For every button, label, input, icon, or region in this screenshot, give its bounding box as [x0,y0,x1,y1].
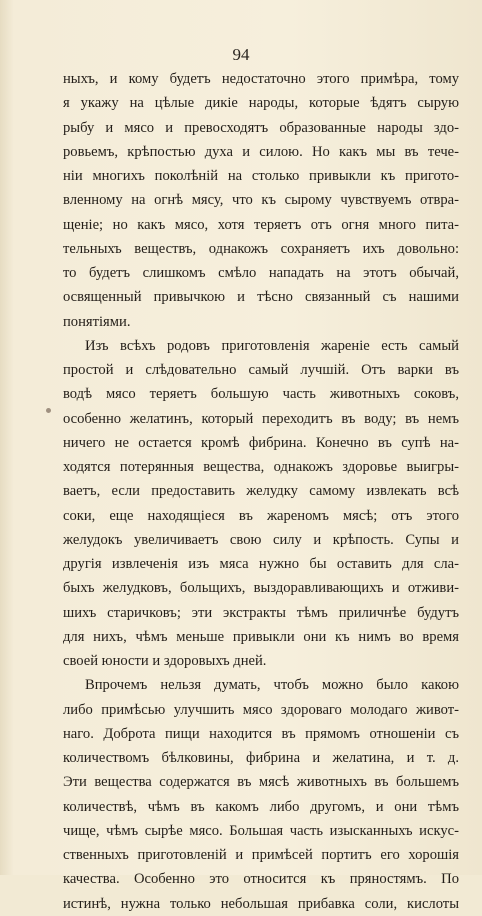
text-line: вленному на огнѣ мясу, что къ сырому чувствуемъ отвра- [63,192,459,209]
text-line: количествомъ бѣлковины, фибрина и желатина, и т. д. [63,750,459,766]
text-line: Эти вещества содержатся въ мясѣ животныхъ въ большемъ [63,774,459,791]
text-line: качества. Особенно это относится къ пряностямъ. По [63,871,459,888]
text-line: ничего не остается кромѣ фибрина. Конечно въ супѣ на- [63,434,459,451]
text-line: ныхъ, и кому будетъ недостаточно этого примѣра, тому [63,71,459,87]
text-line: щеніе; но какъ мясо, хотя теряетъ отъ огня много пита- [63,216,459,233]
text-line: водѣ мясо теряетъ большую часть животныхъ соковъ, [63,386,459,403]
text-line: ваетъ, если предоставить желудку самому извлекать всѣ [63,483,459,500]
text-line: ровьемъ, крѣпостью духа и силою. Но какъ мы въ тече- [63,143,459,160]
text-line: своей юности и здоровыхъ дней. [63,653,267,669]
text-line: другія извлеченія изъ мяса нужно бы оставить для сла- [63,556,459,572]
text-line: я укажу на цѣлые дикіе народы, которые ѣдятъ сырую [63,95,459,112]
text-line: понятіями. [63,313,131,330]
text-line: то будетъ слишкомъ смѣло нападать на этотъ обычай, [63,265,459,281]
text-line: количествѣ, чѣмъ въ какомъ либо другомъ, и они тѣмъ [63,798,459,815]
text-line: шихъ старичковъ; эти экстракты тѣмъ приличнѣе будутъ [63,604,459,621]
text-line: для нихъ, чѣмъ меньше привыкли они къ нимъ во время [63,628,459,645]
text-line: тельныхъ веществъ, однакожъ сохраняетъ ихъ довольно: [63,240,459,257]
text-line: быхъ желудковъ, больщихъ, выздоравливающихъ и отживи- [63,580,459,597]
text-line: истинѣ, нужна только небольшая прибавка соли, кислоты [63,895,459,912]
text-line: простой и слѣдовательно самый лучшій. Отъ варки въ [63,362,459,378]
text-line: рыбу и мясо и превосходятъ образованные народы здо- [63,119,459,136]
text-line: Изъ всѣхъ родовъ приготовленія жареніе есть самый [85,337,459,354]
page-number: 94 [232,45,250,64]
text-line: ходятся потерянныя вещества, однакожъ здоровье выигры- [63,459,459,475]
text-line: Впрочемъ нельзя думать, чтобъ можно было какою [85,677,459,694]
text-line: либо примѣсью улучшить мясо здороваго молодаго живот- [63,701,459,718]
margin-ink-mark [46,408,51,413]
text-line: наго. Доброта пищи находится въ прямомъ отношеніи съ [63,725,459,742]
text-line: ніи многихъ поколѣній на столько привыкли къ пригото- [63,168,459,184]
text-line: освященный привычкою и тѣсно связанный съ нашими [63,289,459,306]
text-line: особенно желатинъ, который переходитъ въ воду; въ немъ [63,410,459,427]
text-line: ственныхъ приготовленій и примѣсей портитъ его хорошія [63,847,459,863]
text-line: соки, еще находящіеся въ жареномъ мясѣ; отъ этого [63,507,459,524]
text-line: желудокъ увеличиваетъ свою силу и крѣпость. Супы и [63,531,459,548]
body-text [63,67,459,916]
text-line: чище, чѣмъ сырѣе мясо. Большая часть изысканныхъ искус- [63,822,459,839]
